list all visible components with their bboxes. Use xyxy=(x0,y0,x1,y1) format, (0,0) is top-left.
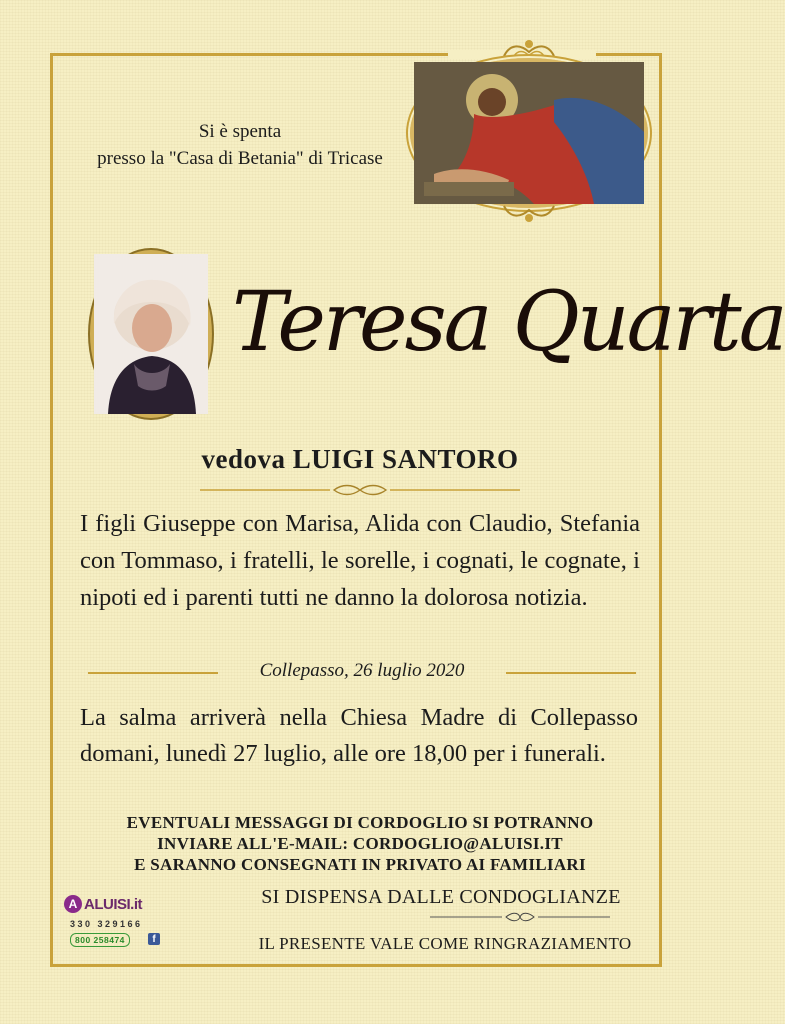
small-ornament-divider xyxy=(430,912,610,922)
deceased-portrait xyxy=(90,250,212,418)
ornament-divider xyxy=(200,484,520,496)
passing-line-2: presso la "Casa di Betania" di Tricase xyxy=(97,148,383,169)
date-rule-left xyxy=(88,672,218,674)
deceased-name: Teresa Quarta xyxy=(232,275,785,370)
passing-line-1: Si è spenta xyxy=(198,121,282,142)
notice-line-3: E SARANNO CONSEGNATI IN PRIVATO AI FAMILIARI xyxy=(134,855,586,874)
place-date: Collepasso, 26 luglio 2020 xyxy=(259,660,465,681)
place-date-row xyxy=(88,660,636,684)
christ-mosaic-image xyxy=(410,58,648,208)
thanks-text: IL PRESENTE VALE COME RINGRAZIAMENTO xyxy=(258,934,632,953)
logo-mark-icon: A xyxy=(64,895,82,913)
ornament-scroll-bottom xyxy=(500,200,558,224)
notice-line-2: INVIARE ALL'E-MAIL: CORDOGLIO@ALUISI.IT xyxy=(157,834,563,853)
widow-of: vedova LUIGI SANTORO xyxy=(201,444,519,474)
date-rule-right xyxy=(506,672,636,674)
notice-line-1: EVENTUALI MESSAGGI DI CORDOGLIO SI POTRANNO xyxy=(126,813,594,832)
passing-header xyxy=(60,118,420,172)
dispensa-text: SI DISPENSA DALLE CONDOGLIANZE xyxy=(261,886,621,908)
logo-phone: 330 329166 xyxy=(70,919,143,929)
condolence-notice xyxy=(80,812,640,875)
toll-free-badge: 800 258474 xyxy=(70,933,130,947)
logo-brand: ALUISI.it xyxy=(84,895,142,913)
aluisi-logo[interactable] xyxy=(64,893,174,953)
facebook-icon[interactable]: f xyxy=(148,933,160,945)
funeral-text: La salma arriverà nella Chiesa Madre di Collepasso domani, lunedì 27 luglio, alle ore 18,00 per i funerali. xyxy=(80,704,638,767)
announcement-text: I figli Giuseppe con Marisa, Alida con Claudio, Stefania con Tommaso, i fratelli, le sorelle, i cognati, le cognate, i nipoti ed i parenti tutti ne danno la dolorosa notizia. xyxy=(80,510,640,611)
